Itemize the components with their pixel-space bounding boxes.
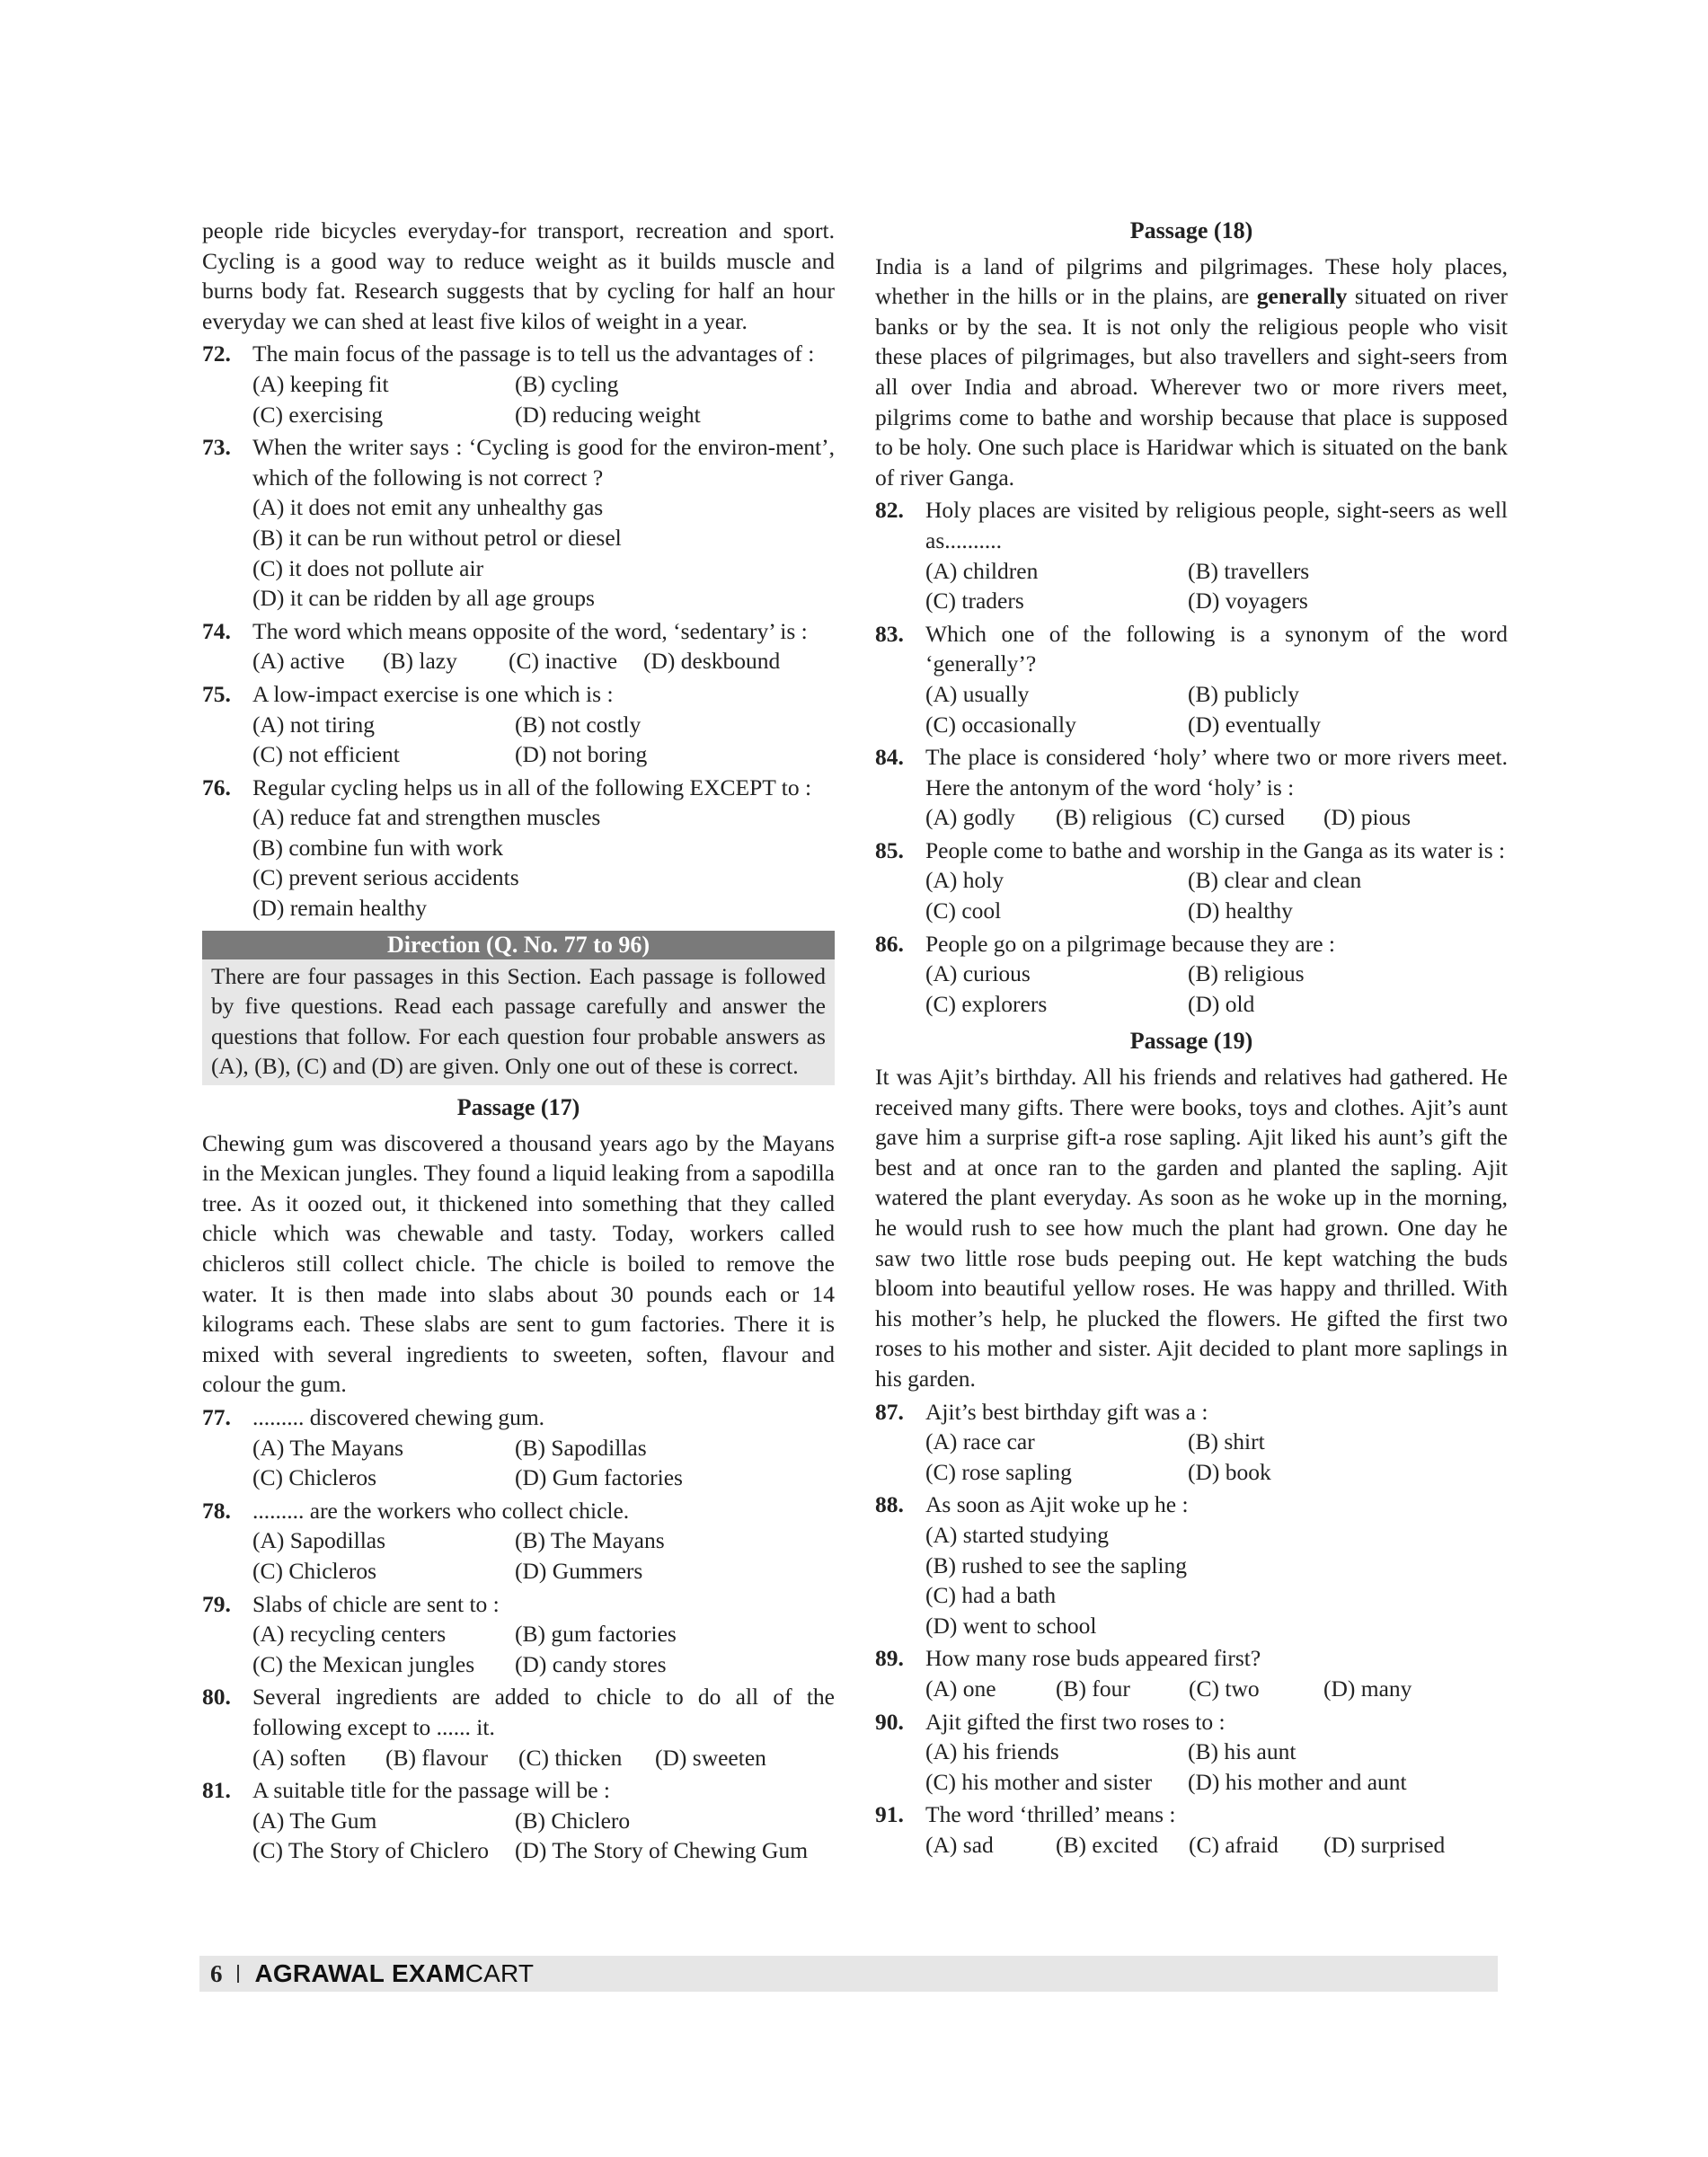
question-number: 82. (875, 497, 904, 524)
question-72 (202, 339, 835, 429)
option-b: (B) clear and clean (1188, 867, 1362, 894)
option-b: (B) four (1056, 1675, 1130, 1702)
option-c: (C) Chicleros (252, 1464, 377, 1491)
option-c: (C) his mother and sister (925, 1768, 1153, 1795)
question-number: 79. (202, 1590, 231, 1617)
question-number: 78. (202, 1497, 231, 1524)
question-76 (202, 773, 835, 924)
option-a: (A) it does not emit any unhealthy gas (252, 494, 604, 521)
question-number: 91. (875, 1801, 904, 1828)
question-number: 80. (202, 1684, 231, 1711)
option-d: (D) Gummers (515, 1557, 643, 1584)
option-b: (B) his aunt (1188, 1738, 1296, 1765)
question-text: The word which means opposite of the word, ‘sedentary’ is : (252, 617, 808, 644)
option-d: (D) surprised (1323, 1831, 1446, 1858)
question-text: The place is considered ‘holy’ where two or more rivers meet. Here the antonym of the word ‘holy’ is : (925, 744, 1508, 800)
option-c: (C) occasionally (925, 711, 1076, 738)
option-b: (B) Chiclero (515, 1807, 631, 1834)
question-number: 90. (875, 1708, 904, 1735)
question-73 (202, 432, 835, 614)
question-text: Regular cycling helps us in all of the following EXCEPT to : (252, 774, 812, 800)
option-b: (B) rushed to see the sapling (925, 1551, 1188, 1578)
option-a: (A) not tiring (252, 711, 375, 738)
question-text: Which one of the following is a synonym of the word ‘generally’? (925, 620, 1508, 677)
option-d: (D) The Story of Chewing Gum (515, 1837, 809, 1864)
question-text: ......... are the workers who collect chicle. (252, 1497, 630, 1524)
question-75 (202, 679, 835, 770)
question-number: 72. (202, 340, 231, 367)
passage-16-continuation: people ride bicycles everyday-for transport, recreation and sport. Cycling is a good way to reduce weight as it builds muscle and burns body fat. Research suggests that by cycling for half an hour everyday we can shed at least five kilos of weight in a year. (202, 217, 835, 334)
option-a: (A) The Gum (252, 1807, 377, 1834)
question-text: How many rose buds appeared first? (925, 1645, 1261, 1672)
question-number: 88. (875, 1491, 904, 1518)
question-number: 81. (202, 1777, 231, 1804)
option-d: (D) many (1323, 1675, 1412, 1702)
question-78 (202, 1496, 835, 1587)
question-number: 75. (202, 680, 231, 707)
option-b: (B) it can be run without petrol or diesel (252, 524, 622, 551)
question-text: The word ‘thrilled’ means : (925, 1801, 1176, 1828)
question-number: 84. (875, 744, 904, 771)
question-number: 87. (875, 1398, 904, 1425)
option-b: (B) gum factories (515, 1621, 677, 1648)
option-d: (D) eventually (1188, 711, 1321, 738)
option-b: (B) combine fun with work (252, 834, 504, 861)
question-text: People come to bathe and worship in the Ganga as its water is : (925, 836, 1506, 863)
direction-heading: Direction (Q. No. 77 to 96) (202, 931, 835, 959)
option-b: (B) shirt (1188, 1428, 1265, 1455)
question-number: 76. (202, 774, 231, 800)
question-90 (875, 1707, 1508, 1798)
option-c: (C) inactive (509, 648, 618, 675)
option-a: (A) one (925, 1675, 996, 1702)
option-c: (C) exercising (252, 401, 384, 428)
direction-instructions: There are four passages in this Section. Each passage is followed by five questions. Read each passage carefully and answer the questions that follow. For each question four probable answers as (A), (B), (C) and (D) are given. Only one out of these is correct. (202, 959, 835, 1085)
option-c: (C) The Story of Chiclero (252, 1837, 489, 1864)
option-a: (A) curious (925, 960, 1031, 987)
option-b: (B) excited (1056, 1831, 1158, 1858)
question-text: The main focus of the passage is to tell us the advantages of : (252, 340, 815, 367)
option-b: (B) cycling (515, 370, 619, 397)
question-text: Ajit gifted the first two roses to : (925, 1708, 1226, 1735)
option-c: (C) explorers (925, 990, 1048, 1017)
question-89 (875, 1643, 1508, 1703)
option-a: (A) usually (925, 680, 1030, 707)
question-82 (875, 495, 1508, 615)
question-text: A suitable title for the passage will be : (252, 1777, 610, 1804)
option-c: (C) afraid (1189, 1831, 1279, 1858)
question-number: 89. (875, 1645, 904, 1672)
question-text: Ajit’s best birthday gift was a : (925, 1398, 1208, 1425)
option-d: (D) his mother and aunt (1188, 1768, 1407, 1795)
option-d: (D) pious (1323, 804, 1412, 831)
question-79 (202, 1589, 835, 1680)
option-a: (A) godly (925, 804, 1015, 831)
question-81 (202, 1775, 835, 1866)
option-a: (A) race car (925, 1428, 1035, 1455)
question-88 (875, 1490, 1508, 1640)
option-b: (B) The Mayans (515, 1527, 665, 1554)
option-d: (D) not boring (515, 741, 648, 768)
option-a: (A) sad (925, 1831, 994, 1858)
option-a: (A) reduce fat and strengthen muscles (252, 804, 601, 831)
option-d: (D) reducing weight (515, 401, 701, 428)
option-c: (C) Chicleros (252, 1557, 377, 1584)
question-number: 83. (875, 620, 904, 647)
question-text: Several ingredients are added to chicle to do all of the following except to ...... it. (252, 1684, 835, 1740)
option-d: (D) old (1188, 990, 1255, 1017)
option-a: (A) holy (925, 867, 1004, 894)
option-d: (D) deskbound (643, 648, 781, 675)
question-number: 73. (202, 434, 231, 461)
option-b: (B) religious (1188, 960, 1305, 987)
option-c: (C) not efficient (252, 741, 400, 768)
option-c: (C) rose sapling (925, 1458, 1072, 1485)
question-text: Slabs of chicle are sent to : (252, 1590, 500, 1617)
publisher-logo: AGRAWAL EXAMCART (254, 1959, 535, 1987)
right-column (875, 216, 1508, 1860)
question-85 (875, 835, 1508, 926)
option-d: (D) sweeten (655, 1744, 766, 1771)
question-86 (875, 929, 1508, 1020)
question-83 (875, 619, 1508, 739)
option-d: (D) voyagers (1188, 588, 1308, 614)
option-c: (C) traders (925, 588, 1024, 614)
option-a: (A) started studying (925, 1521, 1109, 1548)
option-a: (A) active (252, 648, 345, 675)
option-a: (A) The Mayans (252, 1434, 404, 1461)
option-c: (C) cursed (1189, 804, 1285, 831)
page-footer (199, 1956, 1498, 1992)
option-d: (D) book (1188, 1458, 1271, 1485)
question-text: As soon as Ajit woke up he : (925, 1491, 1189, 1518)
option-b: (B) religious (1056, 804, 1173, 831)
option-d: (D) it can be ridden by all age groups (252, 585, 595, 612)
question-87 (875, 1397, 1508, 1488)
page-number: 6 (210, 1959, 223, 1987)
passage-19-title: Passage (19) (1129, 1028, 1253, 1055)
option-d: (D) went to school (925, 1612, 1097, 1639)
keyword-generally: generally (1256, 283, 1348, 310)
option-b: (B) travellers (1188, 557, 1310, 584)
question-text: When the writer says : ‘Cycling is good for the environ-ment’, which of the following is not correct ? (252, 434, 835, 491)
option-c: (C) the Mexican jungles (252, 1650, 475, 1677)
option-b: (B) Sapodillas (515, 1434, 647, 1461)
option-a: (A) keeping fit (252, 370, 389, 397)
question-text: People go on a pilgrimage because they are : (925, 930, 1335, 957)
option-a: (A) his friends (925, 1738, 1059, 1765)
question-77 (202, 1402, 835, 1493)
question-number: 74. (202, 617, 231, 644)
question-text: ......... discovered chewing gum. (252, 1403, 545, 1430)
option-c: (C) cool (925, 897, 1002, 924)
option-c: (C) it does not pollute air (252, 554, 484, 581)
option-a: (A) children (925, 557, 1039, 584)
option-d: (D) Gum factories (515, 1464, 683, 1491)
question-number: 86. (875, 930, 904, 957)
option-b: (B) flavour (385, 1744, 489, 1771)
question-91 (875, 1799, 1508, 1860)
footer-divider (237, 1965, 239, 1983)
passage-18-title: Passage (18) (1129, 217, 1253, 243)
question-number: 85. (875, 836, 904, 863)
option-c: (C) prevent serious accidents (252, 864, 519, 891)
option-b: (B) lazy (383, 648, 457, 675)
option-c: (C) thicken (518, 1744, 623, 1771)
option-d: (D) remain healthy (252, 895, 428, 922)
option-c: (C) had a bath (925, 1582, 1057, 1609)
passage-18-text: India is a land of pilgrims and pilgrimages. These holy places, whether in the hills or in the plains, are generally situated on river banks or by the sea. It is not only the religious people who visit these places of pilgrimages, but also travellers and sight-seers from all over India and abroad. Wherever two or more rivers meet, pilgrims come to bathe and worship because that place is supposed to be holy. One such place is Haridwar which is situated on the bank of river Ganga. (875, 252, 1509, 491)
passage-17-title: Passage (17) (456, 1094, 580, 1121)
option-a: (A) soften (252, 1744, 347, 1771)
option-d: (D) candy stores (515, 1650, 667, 1677)
question-84 (875, 742, 1508, 833)
option-a: (A) Sapodillas (252, 1527, 386, 1554)
option-d: (D) healthy (1188, 897, 1293, 924)
option-a: (A) recycling centers (252, 1621, 447, 1648)
left-column (202, 216, 835, 1866)
passage-19-text: It was Ajit’s birthday. All his friends and relatives had gathered. He received many gifts. There were books, toys and clothes. Ajit’s aunt gave him a surprise gift-a rose sapling. Ajit liked his aunt’s gift the best and at once ran to the garden and planted the sapling. Ajit watered the plant everyday. As soon as he woke up in the morning, he would rush to see how much the plant had grown. One day he saw two little rose buds peeping out. He kept watching the buds bloom into beautiful yellow roses. He was happy and thrilled. With his mother’s help, he plucked the flowers. He gifted the first two roses to his mother and sister. Ajit decided to plant more saplings in his garden. (875, 1064, 1508, 1392)
question-74 (202, 616, 835, 676)
passage-17-text: Chewing gum was discovered a thousand years ago by the Mayans in the Mexican jungles. They found a liquid leaking from a sapodilla tree. As it oozed out, it thickened into something that they called chicle which was chewable and tasty. Today, workers called chicleros still collect chicle. The chicle is boiled to remove the water. It is then made into slabs about 30 pounds each or 14 kilograms each. These slabs are sent to gum factories. There it is mixed with several ingredients to sweeten, soften, flavour and colour the gum. (202, 1129, 835, 1398)
option-c: (C) two (1189, 1675, 1260, 1702)
question-text: A low-impact exercise is one which is : (252, 680, 614, 707)
question-number: 77. (202, 1403, 231, 1430)
question-text: Holy places are visited by religious people, sight-seers as well as.......... (925, 497, 1508, 553)
question-80 (202, 1682, 835, 1772)
option-b: (B) publicly (1188, 680, 1299, 707)
option-b: (B) not costly (515, 711, 642, 738)
